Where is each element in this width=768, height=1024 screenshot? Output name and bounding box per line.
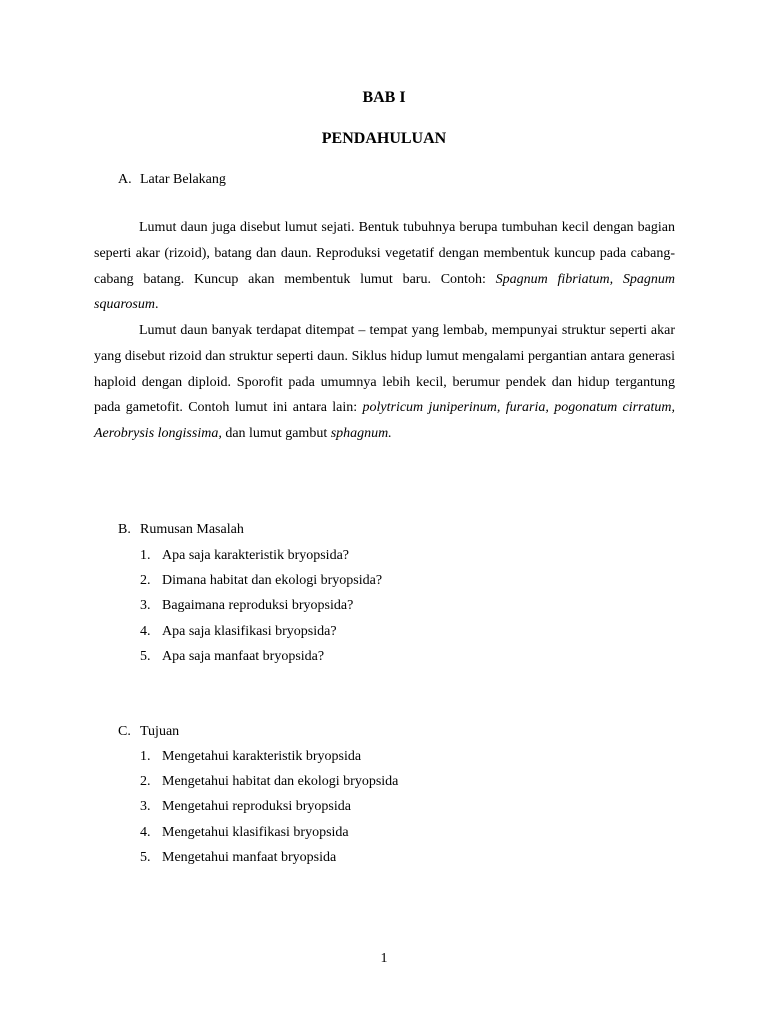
section-b-title: Rumusan Masalah xyxy=(140,522,244,537)
list-item xyxy=(140,748,398,773)
list-item-text: Mengetahui habitat dan ekologi bryopsida xyxy=(162,774,399,790)
list-item-text: Apa saja karakteristik bryopsida? xyxy=(162,548,349,563)
list-item-number: 4. xyxy=(140,824,151,840)
chapter-number: BAB I xyxy=(362,89,406,106)
list-item xyxy=(140,623,382,648)
list-item xyxy=(140,648,382,673)
list-item-text: Apa saja manfaat bryopsida? xyxy=(162,648,325,664)
paragraph-1-text: Lumut daun juga disebut lumut sejati. Bentuk tubuhnya berupa tumbuhan kecil dengan bagian seperti akar (rizoid), batang dan daun. Reproduksi vegetatif dengan membentuk kuncup pada cabang-cabang batang. Kuncup akan membentuk lumut baru. Contoh: xyxy=(94,220,675,287)
list-item xyxy=(140,572,382,597)
section-a-letter: A. xyxy=(118,172,132,187)
list-item xyxy=(140,798,398,823)
list-item xyxy=(140,849,398,874)
paragraph-1 xyxy=(94,215,675,318)
list-item-number: 2. xyxy=(140,573,151,589)
page-number: 1 xyxy=(380,951,388,966)
list-item xyxy=(140,547,382,572)
paragraph-2-species: polytricum juniperinum, furaria, pogonatum cirratum, Aerobrysis longissima, xyxy=(94,400,676,442)
list-item-number: 5. xyxy=(140,648,151,664)
section-a-heading xyxy=(118,171,226,189)
paragraph-2 xyxy=(94,318,675,447)
list-item-number: 1. xyxy=(140,749,151,764)
paragraph-2-text: Lumut daun banyak terdapat ditempat – tempat yang lembab, mempunyai struktur seperti akar yang disebut rizoid dan struktur seperti daun. Siklus hidup lumut mengalami pergantian antara generasi haploid dengan diploid. Sporofit pada umumnya lebih kecil, berumur pendek dan hidup tergantung pada gametofit. Contoh lumut ini antara lain: xyxy=(94,323,675,416)
list-item-text: Bagaimana reproduksi bryopsida? xyxy=(162,598,354,614)
chapter-title: PENDAHULUAN xyxy=(321,130,447,147)
section-b-heading xyxy=(118,521,244,539)
list-item xyxy=(140,597,382,622)
list-item-text: Mengetahui klasifikasi bryopsida xyxy=(162,824,349,840)
list-item-text: Apa saja klasifikasi bryopsida? xyxy=(162,623,337,639)
list-item-text: Mengetahui reproduksi bryopsida xyxy=(162,799,351,815)
paragraph-2-species-2: sphagnum. xyxy=(330,426,392,442)
section-b-letter: B. xyxy=(118,522,131,537)
list-item-number: 3. xyxy=(140,598,151,614)
list-item xyxy=(140,824,398,849)
paragraph-1-end: . xyxy=(154,297,159,313)
list-item xyxy=(140,773,398,798)
section-c-title: Tujuan xyxy=(140,724,180,739)
list-item-number: 1. xyxy=(140,548,151,563)
list-item-number: 3. xyxy=(140,799,151,815)
list-item-number: 5. xyxy=(140,849,151,865)
objective-list xyxy=(140,748,398,874)
section-c-heading xyxy=(118,723,179,741)
section-c-letter: C. xyxy=(118,724,131,739)
list-item-number: 4. xyxy=(140,623,151,639)
section-a-title: Latar Belakang xyxy=(140,172,226,187)
paragraph-2-mid: dan lumut gambut xyxy=(221,426,331,442)
list-item-text: Mengetahui manfaat bryopsida xyxy=(162,849,337,865)
list-item-text: Mengetahui karakteristik bryopsida xyxy=(162,749,362,764)
list-item-text: Dimana habitat dan ekologi bryopsida? xyxy=(162,573,383,589)
paragraph-1-species: Spagnum fibriatum, Spagnum squarosum xyxy=(94,271,675,313)
list-item-number: 2. xyxy=(140,774,151,790)
problem-list xyxy=(140,547,382,673)
